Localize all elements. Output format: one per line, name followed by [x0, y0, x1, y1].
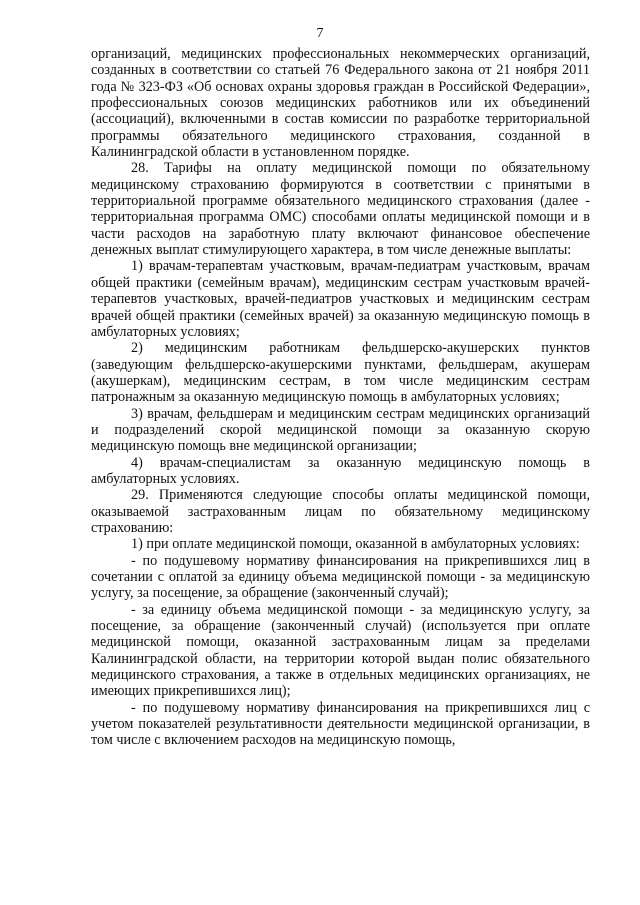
dash-item-1: - по подушевому нормативу финансирования на прикрепившихся лиц в сочетании с оплатой за единицу объема медицинской помощи - за медицинскую услугу, за посещение, за обращение (законченный случай);: [91, 552, 590, 602]
paragraph-continuation: организаций, медицинских профессиональных некоммерческих организаций, созданных в соответствии со статьей 76 Федерального закона от 21 ноября 2011 года № 323-ФЗ «Об основах охраны здоровья граждан в Российской Федерации», профессиональных союзов медицинских работников или их объединений (ассоциаций), включенными в состав комиссии по разработке территориальной программы обязательного медицинского страхования, созданной в Калининградской области в установленном порядке.: [91, 46, 590, 161]
list-item-28-1: 1) врачам-терапевтам участковым, врачам-педиатрам участковым, врачам общей практики (семейным врачам), медицинским сестрам участковым врачей-терапевтов участковых, врачей-педиатров участковых и медицинским сестрам врачей общей практики (семейных врачей) за оказанную медицинскую помощь в амбулаторных условиях;: [91, 258, 590, 340]
document-body: [91, 46, 590, 749]
paragraph-item-28: 28. Тарифы на оплату медицинской помощи по обязательному медицинскому страхованию формируются в соответствии с принятыми в территориальной программе обязательного медицинского страхования (далее - территориальная программа ОМС) способами оплаты медицинской помощи и в части расходов на заработную плату включают финансовое обеспечение денежных выплат стимулирующего характера, в том числе денежные выплаты:: [91, 160, 590, 259]
list-item-28-4: 4) врачам-специалистам за оказанную медицинскую помощь в амбулаторных условиях.: [91, 454, 590, 487]
list-item-29-1: 1) при оплате медицинской помощи, оказанной в амбулаторных условиях:: [131, 536, 580, 553]
dash-item-3: - по подушевому нормативу финансирования на прикрепившихся лиц с учетом показателей результативности деятельности медицинской организации, в том числе с включением расходов на медицинскую помощь,: [91, 699, 590, 749]
paragraph-item-29: 29. Применяются следующие способы оплаты медицинской помощи, оказываемой застрахованным лицам по обязательному медицинскому страхованию:: [91, 487, 590, 536]
dash-item-2: - за единицу объема медицинской помощи - за медицинскую услугу, за посещение, за обращение (законченный случай) (используется при оплате медицинской помощи, оказанной застрахованным лицам за пределами Калининградской области, на территории которой выдан полис обязательного медицинского страхования, а также в отдельных медицинских организациях, не имеющих прикрепившихся лиц);: [91, 601, 590, 700]
list-item-28-3: 3) врачам, фельдшерам и медицинским сестрам медицинских организаций и подразделений скорой медицинской помощи за оказанную скорую медицинскую помощь вне медицинской организации;: [91, 405, 590, 455]
page-number: 7: [316, 26, 324, 41]
list-item-28-2: 2) медицинским работникам фельдшерско-акушерских пунктов (заведующим фельдшерско-акушерскими пунктами, фельдшерам, акушерам (акушеркам), медицинским сестрам, в том числе медицинским сестрам патронажным за оказанную медицинскую помощь в амбулаторных условиях;: [91, 340, 590, 406]
